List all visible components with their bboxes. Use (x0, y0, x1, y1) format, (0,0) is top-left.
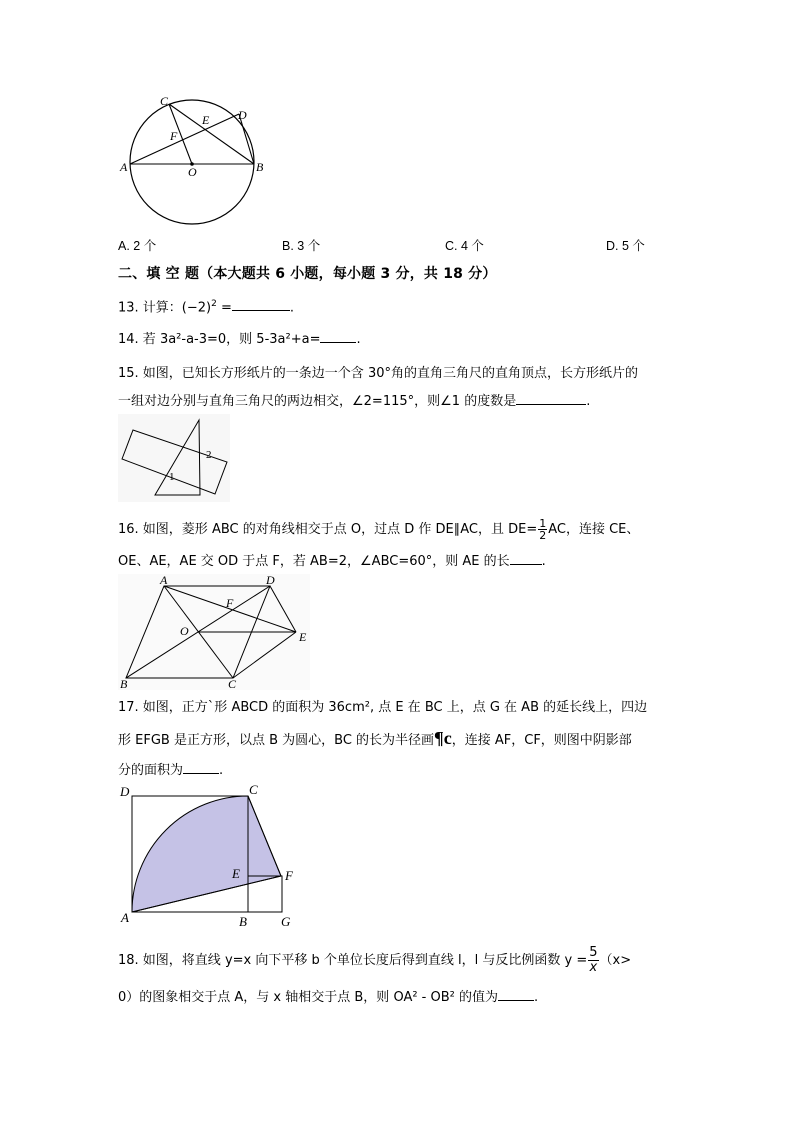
question-15-line2 (118, 392, 590, 410)
q16-end: . (541, 554, 546, 569)
label-c: C (160, 94, 169, 108)
question-17-line3 (118, 761, 223, 779)
section-heading: 二、填 空 题（本大题共 6 小题，每小题 3 分，共 18 分） (118, 266, 497, 282)
option-b: B. 3 个 (282, 239, 321, 253)
label-c: C (249, 782, 258, 797)
question-18-line2 (118, 988, 538, 1006)
q16-line1-b: AC，连接 CE、 (548, 522, 640, 537)
label-c: C (228, 677, 237, 690)
label-d: D (238, 108, 247, 122)
question-13 (118, 296, 294, 316)
rectangle-triangle-figure (118, 414, 230, 502)
label-f: F (226, 596, 234, 610)
label-g: G (281, 914, 291, 928)
question-16-line1 (118, 518, 639, 541)
question-15-line1: 15. 如图，已知长方形纸片的一条边一个含 30°角的直角三角尺的直角顶点，长方形纸片的 (118, 366, 638, 381)
circle-chord-figure (118, 92, 273, 227)
question-17-line2 (118, 730, 632, 749)
q16-frac-num: 1 (539, 517, 547, 530)
q16-answer-blank[interactable] (510, 552, 542, 565)
label-d: D (266, 574, 275, 587)
square-arc-figure (118, 780, 308, 928)
q15-end: . (586, 394, 591, 409)
q18-answer-blank[interactable] (498, 988, 534, 1001)
q18-line1-b: （x> (599, 953, 632, 968)
q15-line2-text: 一组对边分别与直角三角尺的两边相交，∠2=115°，则∠1 的度数是 (118, 394, 517, 409)
q13-end: . (289, 300, 295, 316)
shaded-region (132, 796, 281, 912)
q13-answer-blank[interactable] (232, 298, 290, 311)
rhombus-figure (118, 574, 310, 690)
q17-line2-a: 形 EFGB 是正方形，以点 B 为圆心，BC 的长为半径画 (118, 733, 435, 748)
label-b: B (120, 677, 128, 690)
option-a: A. 2 个 (118, 239, 157, 253)
q15-answer-blank[interactable] (516, 392, 586, 405)
q16-line1-a: 16. 如图，菱形 ABC 的对角线相交于点 O，过点 D 作 DE∥AC，且 DE= (118, 522, 538, 537)
angle-2-label: 2 (206, 449, 212, 461)
q18-fraction (588, 946, 598, 975)
q18-line1-a: 18. 如图，将直线 y=x 向下平移 b 个单位长度后得到直线 l，l 与反比例函数 y = (118, 953, 588, 968)
label-f: F (170, 129, 178, 143)
q14-end: . (356, 332, 361, 347)
option-d: D. 5 个 (606, 239, 645, 253)
q13-exponent: 2 (211, 299, 217, 309)
q13-prefix: 13. 计算：(−2) (118, 300, 212, 316)
q17-line2-b: ，连接 AF，CF，则图中阴影部 (451, 733, 632, 748)
q17-end: . (219, 763, 224, 778)
option-c: C. 4 个 (445, 239, 484, 253)
label-a: A (160, 574, 168, 587)
q13-suffix: = (216, 300, 232, 316)
q18-frac-num: 5 (589, 945, 598, 960)
label-b: B (256, 160, 264, 174)
q17-line3-text: 分的面积为 (118, 763, 184, 778)
q18-end: . (534, 990, 539, 1005)
label-e: E (232, 866, 240, 881)
q18-line2-text: 0）的图象相交于点 A，与 x 轴相交于点 B，则 OA² - OB² 的值为 (118, 990, 498, 1005)
question-17-line1: 17. 如图，正方`形 ABCD 的面积为 36cm², 点 E 在 BC 上，点 G 在 AB 的延长线上，四边 (118, 700, 648, 715)
q16-line2-text: OE、AE，AE 交 OD 于点 F，若 AB=2，∠ABC=60°，则 AE 的长 (118, 554, 510, 569)
label-a: A (120, 160, 128, 174)
arc-symbol: ¶c (434, 728, 452, 748)
label-b: B (239, 914, 247, 928)
question-18-line1 (118, 946, 631, 975)
label-e: E (202, 113, 210, 127)
label-a: A (121, 910, 129, 925)
label-d: D (120, 784, 130, 799)
q14-answer-blank[interactable] (320, 330, 356, 343)
label-o: O (188, 165, 197, 179)
question-16-line2 (118, 552, 546, 570)
label-o: O (180, 624, 189, 638)
question-14 (118, 330, 361, 348)
angle-1-label: 1 (169, 471, 175, 483)
q16-frac-den: 2 (539, 529, 547, 542)
q17-answer-blank[interactable] (183, 761, 219, 774)
q18-frac-den: x (589, 960, 598, 975)
q16-fraction (538, 518, 547, 541)
q14-text: 14. 若 3a²-a-3=0，则 5-3a²+a= (118, 332, 321, 347)
label-e: E (299, 630, 307, 644)
label-f: F (285, 868, 293, 883)
